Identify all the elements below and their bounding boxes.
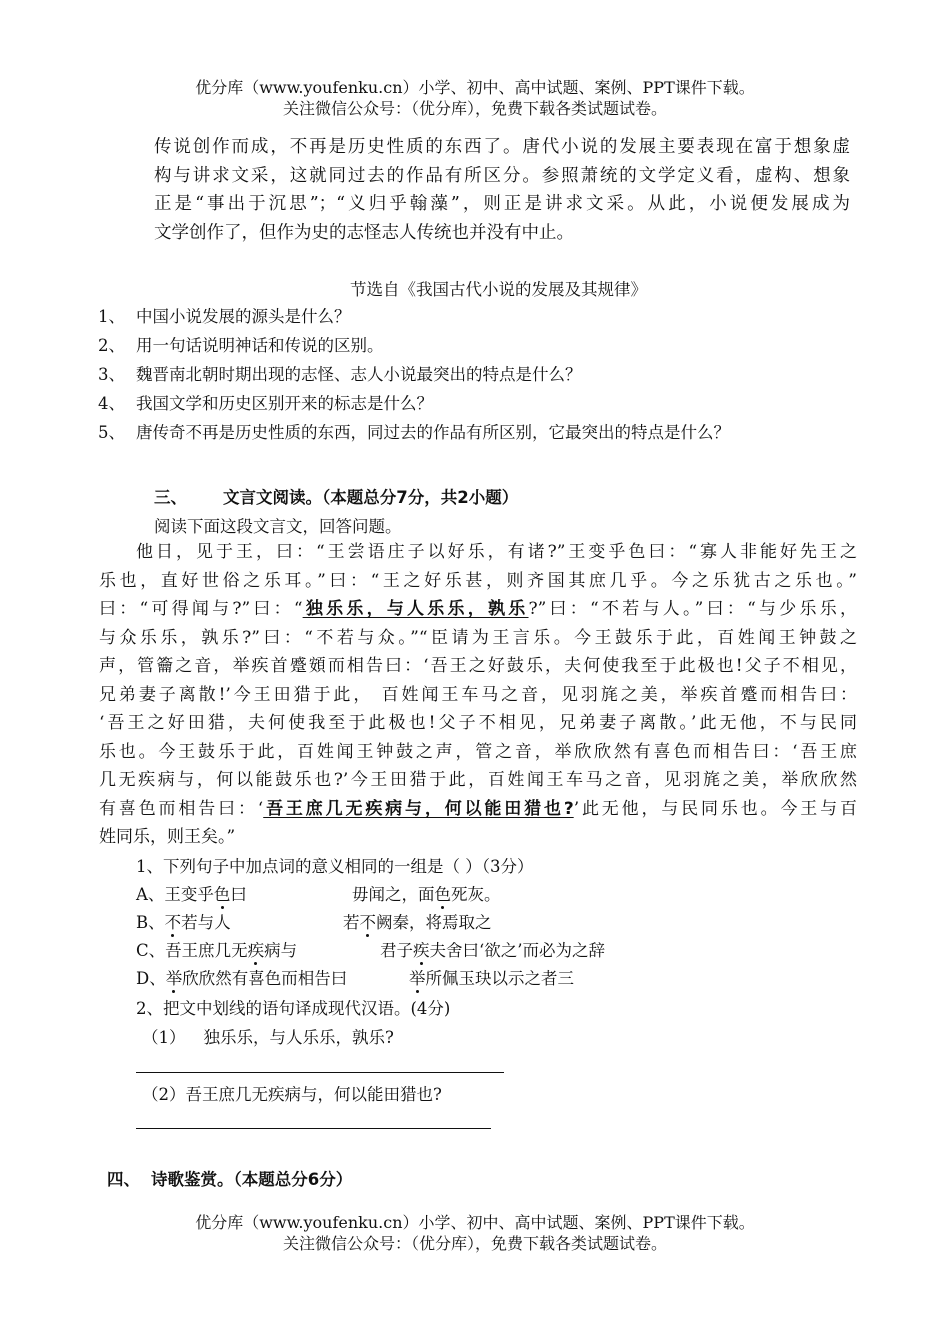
- text-line: 传说创作而成，不再是历史性质的东西了。唐代小说的发展主要表现在富于想象虚: [154, 137, 850, 157]
- question-2-item-1: （1） 独乐乐，与人乐乐，孰乐?: [142, 1028, 394, 1047]
- option-a-right: 毋闻之，面色死灰。: [352, 885, 501, 904]
- classical-passage: [99, 538, 857, 852]
- text-line: 正是“事出于沉思”；“义归乎翰藻”，则正是讲求文采。从此，小说便发展成为: [154, 194, 850, 214]
- footer: [0, 1212, 950, 1254]
- dotted-char: 举: [165, 969, 183, 988]
- text-line: 兄弟妻子离散!’今王田猎于此， 百姓闻王车马之音，见羽旄之美，举疾首蹙而相告曰：: [99, 684, 857, 705]
- list-item: 3、 魏晋南北朝时期出现的志怪、志人小说最突出的特点是什么？: [98, 365, 582, 384]
- dotted-char: 色: [434, 885, 451, 904]
- option-c-left: C、吾王庶几无疾病与: [136, 941, 298, 960]
- dotted-char: 不: [164, 913, 182, 932]
- text-line: 构与讲求文采，这就同过去的作品有所区分。参照萧统的文学定义看，虚构、想象: [154, 165, 850, 186]
- dotted-char: 疾: [413, 941, 430, 960]
- answer-line-2[interactable]: [136, 1128, 491, 1129]
- dotted-char: 不: [359, 913, 376, 932]
- header: [0, 77, 950, 119]
- question-1-stem: 1、下列句子中加点词的意义相同的一组是（ ）（3分）: [136, 857, 534, 876]
- continuation-paragraph: [154, 133, 850, 247]
- option-b-right: 若不阙秦，将焉取之: [343, 913, 492, 932]
- text-line: 曰：“可得闻与?”曰：“独乐乐，与人乐乐，孰乐?”曰：“不若与人。”曰：“与少乐乐，: [99, 599, 858, 619]
- list-item: 5、 唐传奇不再是历史性质的东西，同过去的作品有所区别，它最突出的特点是什么？: [98, 423, 730, 442]
- answer-line-1[interactable]: [136, 1072, 504, 1073]
- text-line: ‘吾王之好田猎，夫何使我至于此极也!父子不相见，兄弟妻子离散。’此无他，不与民同: [99, 713, 857, 733]
- underlined-phrase-1: 独乐乐，与人乐乐，孰乐: [302, 599, 529, 619]
- footer-line-2: 关注微信公众号：（优分库），免费下载各类试题试卷。: [282, 1234, 667, 1253]
- header-line-1: 优分库（www.youfenku.cn）小学、初中、高中试题、案例、PPT课件下载。: [195, 78, 755, 97]
- text-line: 声，管籥之音，举疾首蹙頞而相告曰：‘吾王之好鼓乐，夫何使我至于此极也!父子不相见，: [99, 656, 857, 676]
- source-citation: 节选自《我国古代小说的发展及其规律》: [350, 280, 647, 299]
- option-d-left: D、举欣欣然有喜色而相告曰: [136, 969, 348, 988]
- text-line: 乐也。今王鼓乐于此，百姓闻王钟鼓之声，管之音，举欣欣然有喜色而相告曰：‘吾王庶: [99, 741, 857, 762]
- question-2-item-2: （2）吾王庶几无疾病与，何以能田猎也?: [142, 1085, 442, 1104]
- section-heading-4: 四、 诗歌鉴赏。（本题总分6分）: [107, 1170, 353, 1189]
- option-b-left: B、不若与人: [136, 913, 231, 932]
- dotted-char: 色: [213, 885, 231, 904]
- text-line: 姓同乐，则王矣。”: [99, 827, 236, 847]
- header-line-2: 关注微信公众号：（优分库），免费下载各类试题试卷。: [282, 99, 667, 118]
- section-intro: 阅读下面这段文言文，回答问题。: [154, 517, 402, 536]
- text-line: 与众乐乐，孰乐?”曰：“不若与众。”“臣请为王言乐。今王鼓乐于此，百姓闻王钟鼓之: [99, 627, 857, 648]
- question-2-stem: 2、把文中划线的语句译成现代汉语。(4分): [136, 999, 451, 1018]
- text-line: 文学创作了，但作为史的志怪志人传统也并没有中止。: [154, 222, 574, 243]
- text-line: 有喜色而相告曰：‘吾王庶几无疾病与，何以能田猎也?’此无他，与民同乐也。今王与百: [99, 798, 857, 819]
- option-c-right: 君子疾夫舍曰‘欲之’而必为之辞: [380, 941, 605, 960]
- footer-line-1: 优分库（www.youfenku.cn）小学、初中、高中试题、案例、PPT课件下载。: [195, 1213, 755, 1232]
- dotted-char: 举: [409, 969, 426, 988]
- list-item: 4、 我国文学和历史区别开来的标志是什么？: [98, 394, 433, 413]
- text-line: 几无疾病与，何以能鼓乐也?’今王田猎于此，百姓闻王车马之音，见羽旄之美，举欣欣然: [99, 770, 857, 790]
- text-line: 他日，见于王，曰：“王尝语庄子以好乐，有诸?”王变乎色曰：“寡人非能好先王之: [136, 542, 857, 562]
- dotted-char: 疾: [247, 941, 265, 960]
- list-item: 2、 用一句话说明神话和传说的区别。: [98, 336, 384, 355]
- option-a-left: A、王变乎色曰: [136, 885, 247, 904]
- list-item: 1、 中国小说发展的源头是什么？: [98, 307, 351, 326]
- question-list: [98, 302, 730, 447]
- option-d-right: 举所佩玉玦以示之者三: [409, 969, 574, 988]
- text-line: 乐也，直好世俗之乐耳。”曰：“王之好乐甚，则齐国其庶几乎。今之乐犹古之乐也。”: [99, 570, 857, 591]
- section-heading-3: 三、 文言文阅读。（本题总分7分，共2小题）: [154, 488, 519, 507]
- underlined-phrase-2: 吾王庶几无疾病与，何以能田猎也?: [263, 798, 574, 819]
